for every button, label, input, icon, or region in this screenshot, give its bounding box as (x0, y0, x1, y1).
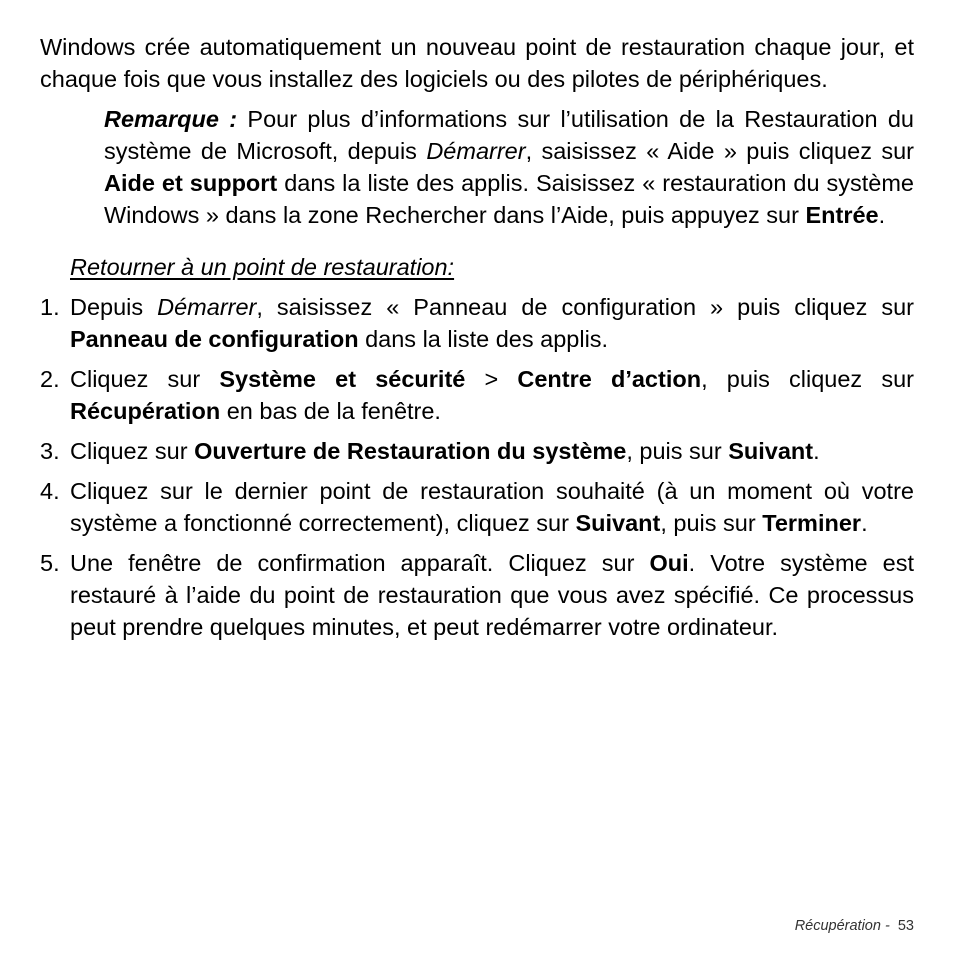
section-subheading: Retourner à un point de restauration: (70, 254, 455, 280)
page-number: 53 (897, 918, 914, 934)
step-number: 5. (40, 550, 60, 576)
list-item: 2. Cliquez sur Système et sécurité > Centre d’action, puis cliquez sur Récupération en bas de la fenêtre. (40, 363, 914, 427)
list-item: 4. Cliquez sur le dernier point de restauration souhaité (à un moment où votre système a fonctionné correctement), cliquez sur Suivant, puis sur Terminer. (40, 475, 914, 539)
step-number: 3. (40, 438, 60, 464)
list-item: 3. Cliquez sur Ouverture de Restauration du système, puis sur Suivant. (40, 435, 914, 467)
list-item: 1. Depuis Démarrer, saisissez « Panneau de configuration » puis cliquez sur Panneau de configuration dans la liste des applis. (40, 291, 914, 355)
document-page (40, 31, 914, 651)
steps-list (40, 291, 914, 643)
list-item: 5. Une fenêtre de confirmation apparaît. Cliquez sur Oui. Votre système est restauré à l’aide du point de restauration que vous avez spécifié. Ce processus peut prendre quelques minutes, et peut redémarrer votre ordinateur. (40, 547, 914, 643)
note-label: Remarque : (104, 106, 238, 132)
intro-paragraph: Windows crée automatiquement un nouveau point de restauration chaque jour, et chaque fois que vous installez des logiciels ou des pilotes de périphériques. (40, 34, 914, 92)
step-number: 1. (40, 294, 60, 320)
step-number: 2. (40, 366, 60, 392)
footer-section-label: Récupération - (794, 918, 890, 934)
enter-key-term: Entrée (805, 202, 879, 228)
step-number: 4. (40, 478, 60, 504)
page-footer (795, 916, 914, 936)
note-paragraph: Remarque : Pour plus d’informations sur l’utilisation de la Restauration du système de Microsoft, depuis Démarrer, saisissez « Aide » puis cliquez sur Aide et support dans la liste des applis. Saisissez « restauration du système Windows » dans la zone Rechercher dans l’Aide, puis appuyez sur Entrée. (104, 106, 914, 228)
help-support-term: Aide et support (104, 170, 278, 196)
start-menu-term: Démarrer (426, 138, 526, 164)
